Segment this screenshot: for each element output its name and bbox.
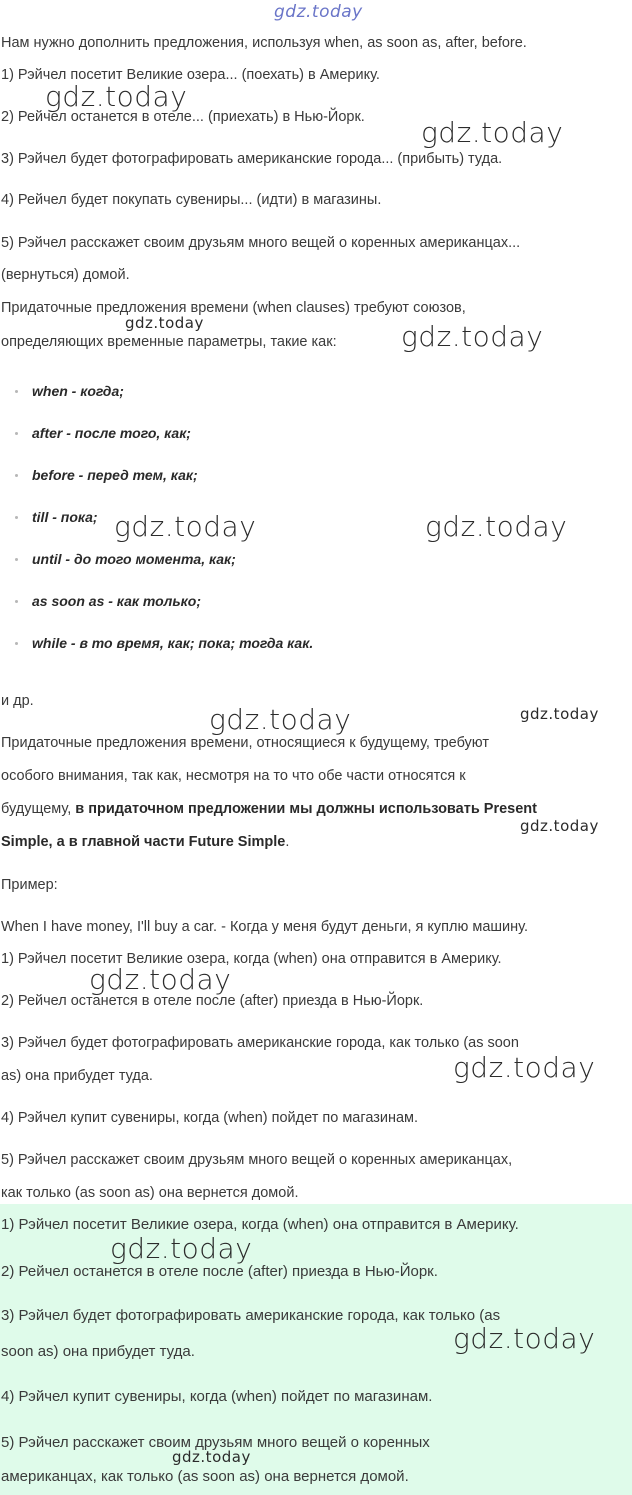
watermark: gdz.today [45,80,188,113]
list-item: when - когда; [18,382,124,400]
period: . [285,834,290,850]
watermark: gdz.today [421,116,564,149]
solution-line-2: 2) Рейчел останется в отеле после (after) приезда в Нью-Йорк. [1,993,424,1009]
question-5-continued: (вернуться) домой. [1,267,130,283]
watermark: gdz.today [401,320,544,353]
task-text: Нам нужно дополнить предложения, используя when, as soon as, after, before. [1,35,527,51]
question-4: 4) Рейчел будет покупать сувениры... (идти) в магазины. [1,192,382,208]
answer-line-3: 3) Рэйчел будет фотографировать американские города, как только (as [1,1307,501,1324]
list-item: while - в то время, как; пока; тогда как. [18,634,313,652]
watermark: gdz.today [209,703,352,736]
question-1: 1) Рэйчел посетит Великие озера... (поехать) в Америку. [1,67,380,83]
theory-intro-line-1: Придаточные предложения времени (when clauses) требуют союзов, [1,300,466,316]
watermark: gdz.today [520,705,599,723]
example-label: Пример: [1,877,58,893]
list-item: as soon as - как только; [18,592,201,610]
example-text: When I have money, I'll buy a car. - Когда у меня будут деньги, я куплю машину. [1,919,528,935]
rule-bold-text: в придаточном предложении мы должны использовать Present [75,801,537,817]
question-2: 2) Рейчел останется в отеле... (приехать) в Нью-Йорк. [1,109,365,125]
answer-line-2: 2) Рейчел останется в отеле после (after) приезда в Нью-Йорк. [1,1263,438,1280]
solution-line-5-continued: как только (as soon as) она вернется домой. [1,1185,299,1201]
answer-line-5: 5) Рэйчел расскажет своим друзьям много вещей о коренных [1,1434,430,1451]
answer-line-4: 4) Рэйчел купит сувениры, когда (when) пойдет по магазинам. [1,1388,433,1405]
list-item: until - до того момента, как; [18,550,236,568]
plain-text: будущему, [1,801,76,817]
solution-line-4: 4) Рэйчел купит сувениры, когда (when) пойдет по магазинам. [1,1110,419,1126]
watermark-top: gdz.today [274,2,363,22]
solution-line-3: 3) Рэйчел будет фотографировать американские города, как только (as soon [1,1035,519,1051]
watermark: gdz.today [520,817,599,835]
watermark: gdz.today [89,963,232,996]
theory-future-line-1: Придаточные предложения времени, относящиеся к будущему, требуют [1,735,490,751]
watermark: gdz.today [453,1322,596,1355]
etc-text: и др. [1,693,34,709]
answer-line-3-continued: soon as) она прибудет туда. [1,1343,195,1360]
question-5: 5) Рэйчел расскажет своим друзьям много вещей о коренных американцах... [1,235,521,251]
solution-line-1: 1) Рэйчел посетит Великие озера, когда (when) она отправится в Америку. [1,951,502,967]
question-3: 3) Рэйчел будет фотографировать американские города... (прибыть) туда. [1,151,503,167]
theory-future-line-3 [1,800,537,818]
watermark: gdz.today [110,1232,253,1265]
theory-intro-line-2: определяющих временные параметры, такие как: [1,334,337,350]
watermark: gdz.today [425,510,568,543]
solution-line-3-continued: as) она прибудет туда. [1,1068,153,1084]
list-item: till - пока; [18,508,98,526]
watermark: gdz.today [125,314,204,332]
theory-future-line-4 [1,833,289,851]
solution-line-5: 5) Рэйчел расскажет своим друзьям много вещей о коренных американцах, [1,1152,513,1168]
watermark: gdz.today [453,1051,596,1084]
list-item: after - после того, как; [18,424,191,442]
list-item: before - перед тем, как; [18,466,198,484]
theory-future-line-2: особого внимания, так как, несмотря на то что обе части относятся к [1,768,466,784]
watermark: gdz.today [172,1448,251,1466]
answer-line-5-continued: американцах, как только (as soon as) она вернется домой. [1,1468,409,1485]
watermark: gdz.today [114,510,257,543]
answer-line-1: 1) Рэйчел посетит Великие озера, когда (when) она отправится в Америку. [1,1216,519,1233]
rule-bold-text: Simple, а в главной части Future Simple [1,834,286,850]
